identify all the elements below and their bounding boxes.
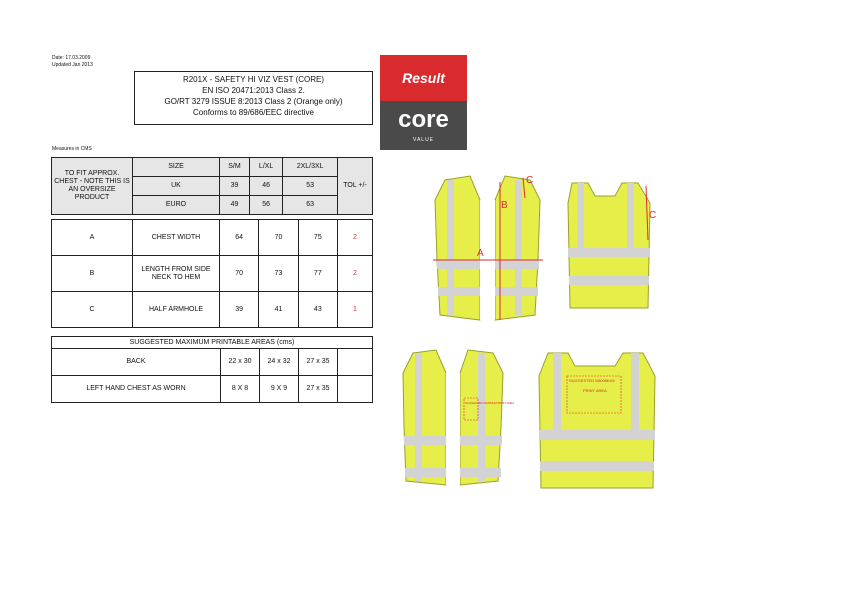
measure-name: HALF ARMHOLE <box>133 292 220 328</box>
title-line-3: GO/RT 3279 ISSUE 8:2013 Class 2 (Orange only) <box>164 97 343 106</box>
table-row <box>52 376 373 403</box>
chest-print-label: SUGGESTED MAXIMUM PRINT AREA <box>465 401 515 405</box>
label-b: B <box>501 200 508 211</box>
print-area-empty <box>338 349 373 376</box>
vest-front-print-shape <box>403 350 503 485</box>
measure-value: 41 <box>259 292 298 328</box>
print-area-value: 27 x 35 <box>299 376 338 403</box>
print-area-value: 27 x 35 <box>299 349 338 376</box>
vest-front-shape <box>435 176 540 320</box>
print-area-name: LEFT HAND CHEST AS WORN <box>52 376 221 403</box>
date-line: Date: 17.03.2009 <box>52 55 91 61</box>
uk-lxl: 46 <box>249 177 282 196</box>
print-area-value: 8 X 8 <box>221 376 260 403</box>
core-logo-tag: VALUE <box>412 137 435 143</box>
product-title-box <box>134 71 373 125</box>
measure-code: B <box>52 256 133 292</box>
measure-code: C <box>52 292 133 328</box>
updated-line: Updated Jan 2013 <box>52 62 93 68</box>
uk-sm: 39 <box>220 177 250 196</box>
print-area-empty <box>338 376 373 403</box>
vest-back-print-shape <box>539 353 655 488</box>
measure-tol: 2 <box>338 256 373 292</box>
size-label: SIZE <box>133 158 220 177</box>
measure-value: 64 <box>220 220 259 256</box>
core-logo-text: core <box>398 106 449 133</box>
measure-value: 77 <box>298 256 337 292</box>
measure-name: LENGTH FROM SIDE NECK TO HEM <box>133 256 220 292</box>
vest-front-measure-diagram <box>425 170 550 325</box>
measure-value: 75 <box>298 220 337 256</box>
measure-tol: 2 <box>338 220 373 256</box>
measure-value: 70 <box>259 220 298 256</box>
tol-label: TOL +/- <box>338 158 373 215</box>
title-line-4: Conforms to 89/686/EEC directive <box>193 108 314 117</box>
print-area-value: 22 x 30 <box>221 349 260 376</box>
measure-code: A <box>52 220 133 256</box>
euro-label: EURO <box>133 196 220 215</box>
size-2xl3xl: 2XL/3XL <box>283 158 338 177</box>
size-lxl: L/XL <box>249 158 282 177</box>
size-sm: S/M <box>220 158 250 177</box>
measures-note: Measures in CMS <box>52 146 92 152</box>
label-a: A <box>477 248 484 259</box>
uk-label: UK <box>133 177 220 196</box>
measure-value: 39 <box>220 292 259 328</box>
print-area-title: SUGGESTED MAXIMUM PRINTABLE AREAS (cms) <box>52 337 373 349</box>
fit-note: TO FIT APPROX. CHEST - NOTE THIS IS AN OVERSIZE PRODUCT <box>52 158 133 215</box>
measure-value: 70 <box>220 256 259 292</box>
back-print-label-1: SUGGESTED MAXIMUM <box>569 378 615 383</box>
table-row <box>52 292 373 328</box>
table-row <box>52 256 373 292</box>
uk-2xl3xl: 53 <box>283 177 338 196</box>
label-c: C <box>526 175 534 186</box>
euro-2xl3xl: 63 <box>283 196 338 215</box>
vest-back-print-diagram <box>533 348 663 493</box>
euro-sm: 49 <box>220 196 250 215</box>
back-print-label-2: PRINT AREA <box>583 388 607 393</box>
measure-value: 43 <box>298 292 337 328</box>
measure-value: 73 <box>259 256 298 292</box>
measure-name: CHEST WIDTH <box>133 220 220 256</box>
core-logo <box>380 101 467 150</box>
measure-tol: 1 <box>338 292 373 328</box>
size-table <box>51 157 373 215</box>
title-line-1: R201X - SAFETY HI VIZ VEST (CORE) <box>182 75 325 84</box>
measurement-table <box>51 219 373 328</box>
date-block <box>52 55 93 69</box>
print-area-name: BACK <box>52 349 221 376</box>
result-logo: Result <box>380 55 467 101</box>
label-c-back: C <box>649 210 657 221</box>
print-area-value: 9 X 9 <box>260 376 299 403</box>
vest-front-print-diagram <box>398 348 515 488</box>
vest-back-shape <box>568 183 650 308</box>
title-line-2: EN ISO 20471:2013 Class 2. <box>202 86 305 95</box>
table-row <box>52 220 373 256</box>
print-area-table <box>51 336 373 403</box>
table-row <box>52 349 373 376</box>
print-area-value: 24 x 32 <box>260 349 299 376</box>
euro-lxl: 56 <box>249 196 282 215</box>
vest-back-measure-diagram <box>560 178 665 313</box>
